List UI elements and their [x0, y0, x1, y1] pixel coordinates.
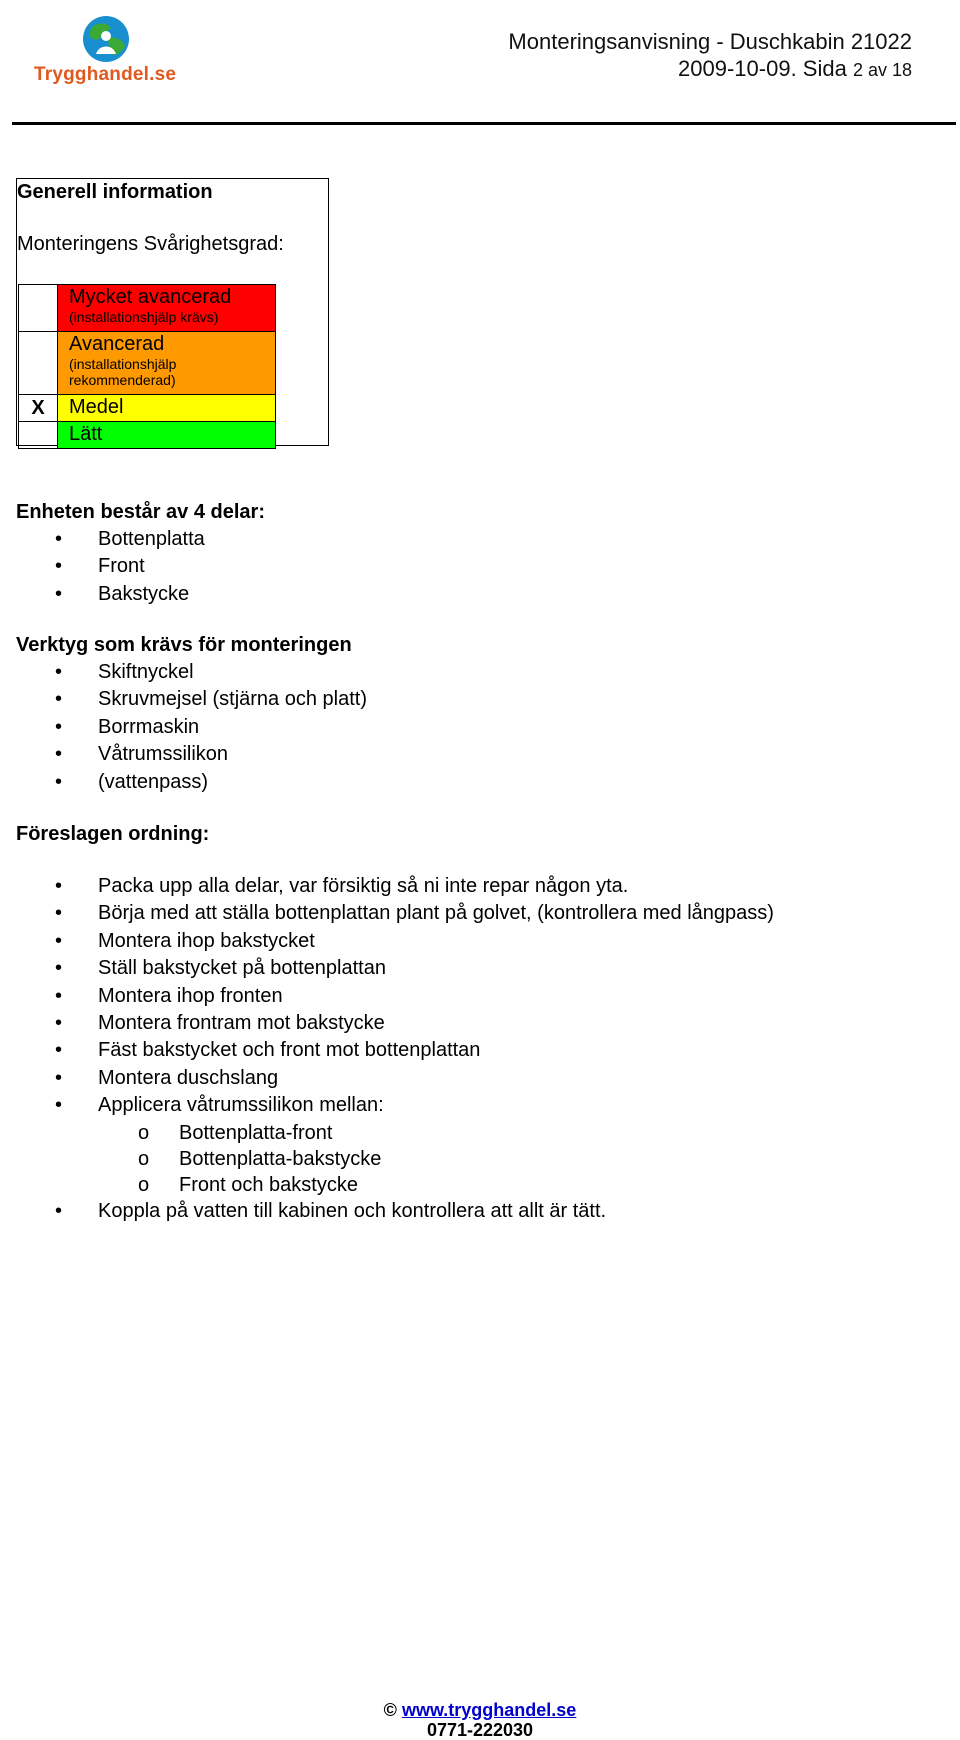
- sub-list-item-label: Bottenplatta-bakstycke: [179, 1147, 382, 1170]
- order-list-continued: [16, 1198, 774, 1225]
- sub-bullet: o: [138, 1147, 150, 1170]
- difficulty-mark: [19, 285, 58, 332]
- list-item: • Våtrumssilikon: [16, 741, 367, 768]
- difficulty-row: [19, 332, 276, 395]
- tools-section: [16, 632, 367, 796]
- page-number: 2 av 18: [852, 60, 912, 80]
- list-item: • Koppla på vatten till kabinen och kontrollera att allt är tätt.: [16, 1198, 774, 1225]
- difficulty-level-label: Lätt: [69, 423, 103, 445]
- sub-list-item: [16, 1172, 774, 1198]
- page-footer: [0, 1700, 960, 1740]
- silicone-sublist: [16, 1120, 774, 1198]
- difficulty-row: [19, 285, 276, 332]
- website-link[interactable]: www.trygghandel.se: [401, 1700, 577, 1720]
- list-item: • Montera frontram mot bakstycke: [16, 1010, 774, 1037]
- general-info-title: Generell information: [17, 181, 213, 203]
- difficulty-row: [19, 395, 276, 422]
- difficulty-level: [58, 422, 276, 449]
- sub-list-item: [16, 1120, 774, 1146]
- difficulty-level-label: Avancerad: [69, 333, 165, 355]
- list-item: • Skiftnyckel: [16, 659, 367, 686]
- list-item: • Packa upp alla delar, var försiktig så ni inte repar någon yta.: [16, 873, 774, 900]
- difficulty-level-label: Medel: [69, 396, 124, 418]
- difficulty-level: [58, 332, 276, 395]
- difficulty-level: [58, 285, 276, 332]
- list-item: • Borrmaskin: [16, 714, 367, 741]
- sub-list-item: [16, 1146, 774, 1172]
- sub-bullet: o: [138, 1121, 150, 1144]
- list-item: • Montera ihop fronten: [16, 983, 774, 1010]
- difficulty-level-note: (installationshjälp krävs): [69, 309, 219, 325]
- list-item: • Montera ihop bakstycket: [16, 928, 774, 955]
- document-title: Monteringsanvisning - Duschkabin 21022: [508, 29, 912, 54]
- difficulty-level-note: (installationshjälp rekommenderad): [69, 356, 177, 388]
- difficulty-level-label: Mycket avancerad: [69, 286, 232, 308]
- parts-section: [16, 499, 265, 608]
- list-item: • Börja med att ställa bottenplattan plant på golvet, (kontrollera med långpass): [16, 900, 774, 927]
- tools-heading: Verktyg som krävs för monteringen: [16, 634, 352, 656]
- list-item: • Bakstycke: [16, 581, 265, 608]
- list-item: • Montera duschslang: [16, 1065, 774, 1092]
- order-list: [16, 873, 774, 1120]
- list-item: • Applicera våtrumssilikon mellan:: [16, 1092, 774, 1119]
- difficulty-table: [18, 284, 276, 449]
- difficulty-mark: [19, 332, 58, 395]
- sub-list-item-label: Bottenplatta-front: [179, 1121, 333, 1144]
- tools-list: [16, 659, 367, 796]
- difficulty-label: Monteringens Svårighetsgrad:: [17, 233, 284, 255]
- globe-logo-icon: [81, 14, 131, 64]
- list-item: • Ställ bakstycket på bottenplattan: [16, 955, 774, 982]
- sub-bullet: o: [138, 1173, 150, 1196]
- date-page-line: [508, 55, 912, 84]
- brand-name: Trygghandel.se: [34, 64, 177, 85]
- parts-heading: Enheten består av 4 delar:: [16, 501, 265, 523]
- list-item: • (vattenpass): [16, 769, 367, 796]
- list-item: • Front: [16, 553, 265, 580]
- order-heading: Föreslagen ordning:: [16, 823, 210, 845]
- header-divider: [12, 122, 956, 125]
- company-logo: [34, 14, 184, 84]
- footer-phone: 0771-222030: [426, 1720, 534, 1740]
- date-page: 2009-10-09. Sida: [678, 56, 847, 81]
- general-info-box: [16, 178, 329, 446]
- difficulty-mark-selected: X: [19, 395, 58, 422]
- sub-list-item-label: Front och bakstycke: [179, 1173, 358, 1196]
- document-header: [508, 28, 912, 84]
- difficulty-level: [58, 395, 276, 422]
- copyright-symbol: ©: [383, 1700, 397, 1720]
- parts-list: [16, 526, 265, 608]
- difficulty-mark: [19, 422, 58, 449]
- list-item: • Fäst bakstycket och front mot bottenplattan: [16, 1037, 774, 1064]
- difficulty-row: [19, 422, 276, 449]
- list-item: • Skruvmejsel (stjärna och platt): [16, 686, 367, 713]
- list-item: • Bottenplatta: [16, 526, 265, 553]
- footer-url-line: [0, 1700, 960, 1720]
- order-section: [16, 821, 774, 1225]
